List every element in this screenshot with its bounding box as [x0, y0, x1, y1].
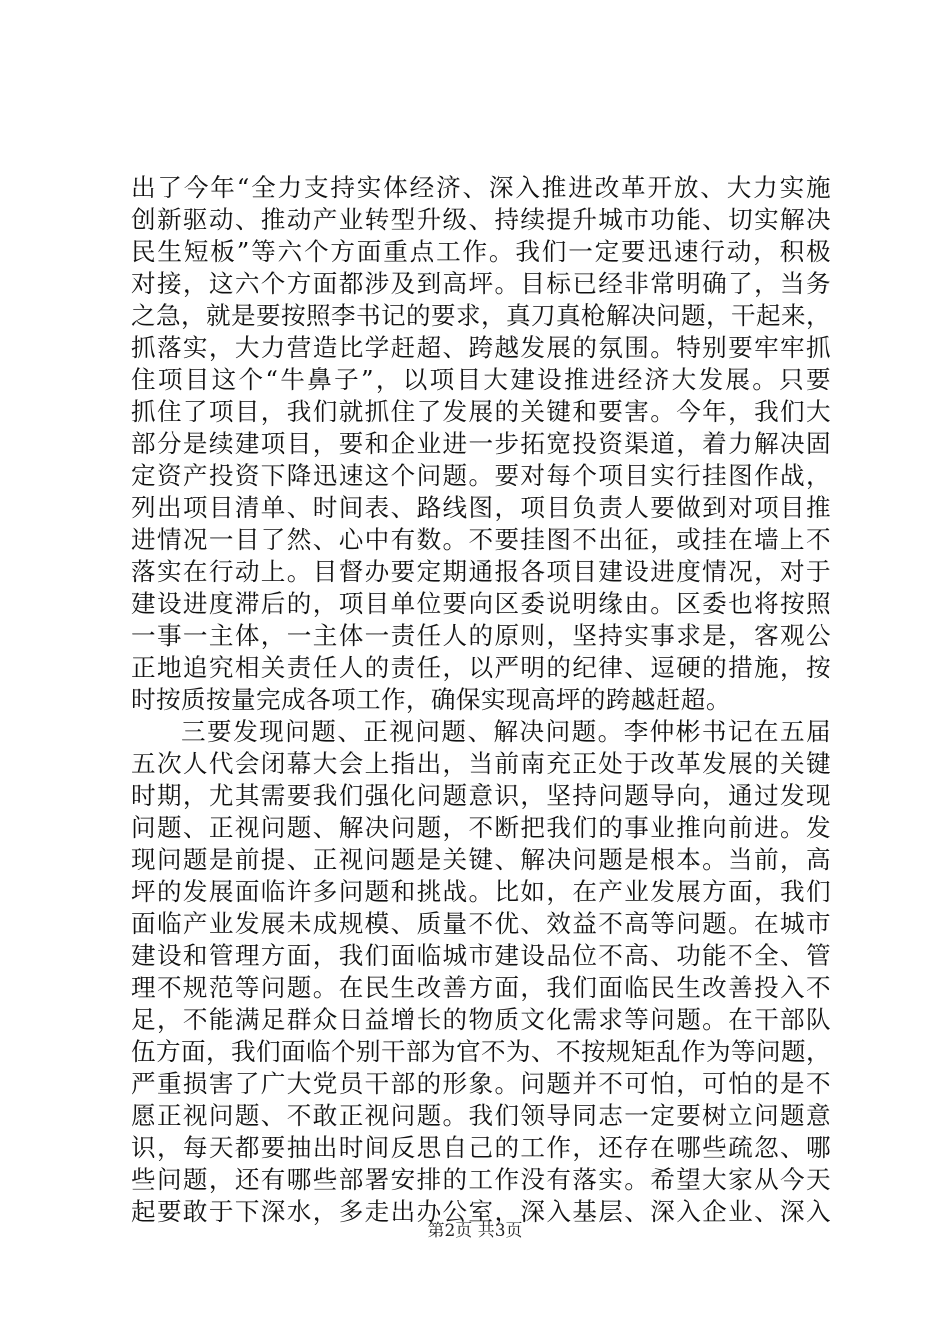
text-line: 建设和管理方面，我们面临城市建设品位不高、功能不全、管	[131, 941, 831, 970]
text-line: 识，每天都要抽出时间反思自己的工作，还存在哪些疏忽、哪	[131, 1133, 831, 1162]
text-line: 伍方面，我们面临个别干部为官不为、不按规矩乱作为等问题，	[131, 1037, 831, 1066]
text-line: 问题、正视问题、解决问题，不断把我们的事业推向前进。发	[131, 813, 831, 842]
text-line: 严重损害了广大党员干部的形象。问题并不可怕，可怕的是不	[131, 1069, 831, 1098]
text-line: 现问题是前提、正视问题是关键、解决问题是根本。当前，高	[131, 845, 831, 874]
text-line: 住项目这个“牛鼻子”，以项目大建设推进经济大发展。只要	[131, 365, 831, 394]
text-line: 定资产投资下降迅速这个问题。要对每个项目实行挂图作战，	[131, 461, 831, 490]
text-line: 民生短板”等六个方面重点工作。我们一定要迅速行动，积极	[131, 237, 831, 266]
text-line: 部分是续建项目，要和企业进一步拓宽投资渠道，着力解决固	[131, 429, 831, 458]
text-line: 些问题，还有哪些部署安排的工作没有落实。希望大家从今天	[131, 1165, 831, 1194]
text-line: 抓落实，大力营造比学赶超、跨越发展的氛围。特别要牢牢抓	[131, 333, 831, 362]
text-line: 落实在行动上。目督办要定期通报各项目建设进度情况，对于	[131, 557, 831, 586]
text-line: 一事一主体，一主体一责任人的原则，坚持实事求是，客观公	[131, 621, 831, 650]
text-line: 坪的发展面临许多问题和挑战。比如，在产业发展方面，我们	[131, 877, 831, 906]
text-line: 五次人代会闭幕大会上指出，当前南充正处于改革发展的关键	[131, 749, 831, 778]
document-body	[131, 172, 831, 1228]
text-line: 出了今年“全力支持实体经济、深入推进改革开放、大力实施	[131, 173, 831, 202]
paragraph-start-line: 三要发现问题、正视问题、解决问题。李仲彬书记在五届	[181, 717, 831, 746]
text-line: 正地追究相关责任人的责任，以严明的纪律、逗硬的措施，按	[131, 653, 831, 682]
text-line: 起要敢于下深水，多走出办公室，深入基层、深入企业、深入	[131, 1197, 831, 1226]
text-line: 理不规范等问题。在民生改善方面，我们面临民生改善投入不	[131, 973, 831, 1002]
text-line: 建设进度滞后的，项目单位要向区委说明缘由。区委也将按照	[131, 589, 831, 618]
text-line: 进情况一目了然、心中有数。不要挂图不出征，或挂在墙上不	[131, 525, 831, 554]
text-line: 抓住了项目，我们就抓住了发展的关键和要害。今年，我们大	[131, 397, 831, 426]
text-line: 足，不能满足群众日益增长的物质文化需求等问题。在干部队	[131, 1005, 831, 1034]
text-line: 面临产业发展未成规模、质量不优、效益不高等问题。在城市	[131, 909, 831, 938]
text-line: 列出项目清单、时间表、路线图，项目负责人要做到对项目推	[131, 493, 831, 522]
text-line: 之急，就是要按照李书记的要求，真刀真枪解决问题，干起来，	[131, 301, 831, 330]
page-number: 第2页 共3页	[427, 1221, 523, 1241]
text-line: 时期，尤其需要我们强化问题意识，坚持问题导向，通过发现	[131, 781, 831, 810]
text-line: 对接，这六个方面都涉及到高坪。目标已经非常明确了，当务	[131, 269, 831, 298]
page-footer	[0, 1216, 950, 1241]
paragraph-end-line: 时按质按量完成各项工作，确保实现高坪的跨越赶超。	[131, 685, 731, 714]
text-line: 创新驱动、推动产业转型升级、持续提升城市功能、切实解决	[131, 205, 831, 234]
text-line: 愿正视问题、不敢正视问题。我们领导同志一定要树立问题意	[131, 1101, 831, 1130]
